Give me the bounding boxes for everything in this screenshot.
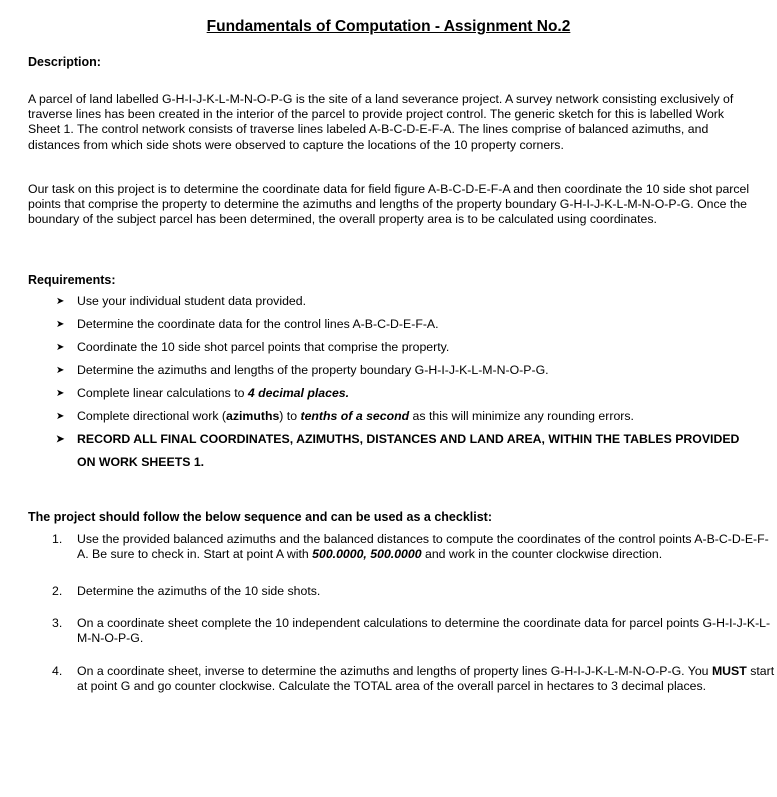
step-number: 1. [52,532,63,546]
step-number: 3. [52,616,63,630]
list-item: 1. Use the provided balanced azimuths and the balanced distances to compute the coordinates of the control points A-B-C-D-E-F-A. Be sure to check in. Start at point A with 500.0000, 500.0000 and work in the counter clockwise direction. [52,532,769,562]
list-item: ➤ Complete directional work (azimuths) to tenths of a second as this will minimize any rounding errors. [56,405,756,428]
list-item: ➤ RECORD ALL FINAL COORDINATES, AZIMUTHS, DISTANCES AND LAND AREA, WITHIN THE TABLES PROVIDED ON WORK SHEETS 1. [56,428,756,474]
requirements-list [56,290,756,474]
arrow-bullet-icon: ➤ [56,434,65,445]
description-heading: Description: [28,55,101,69]
list-item: ➤ Determine the azimuths and lengths of the property boundary G-H-I-J-K-L-M-N-O-P-G. [56,359,756,382]
list-item: 3. On a coordinate sheet complete the 10 independent calculations to determine the coordinate data for parcel points G-H-I-J-K-L-M-N-O-P-G. [52,616,771,646]
list-item: 4. On a coordinate sheet, inverse to determine the azimuths and lengths of property lines G-H-I-J-K-L-M-N-O-P-G. You MUST start at point G and go counter clockwise. Calculate the TOTAL area of the overall parcel in hectares to 3 decimal places. [52,664,775,694]
arrow-bullet-icon: ➤ [56,342,65,353]
list-item: ➤ Complete linear calculations to 4 decimal places. [56,382,756,405]
list-item: 2. Determine the azimuths of the 10 side shots. [52,584,321,598]
arrow-bullet-icon: ➤ [56,365,65,376]
arrow-bullet-icon: ➤ [56,388,65,399]
page-title: Fundamentals of Computation - Assignment No.2 [206,18,571,35]
arrow-bullet-icon: ➤ [56,296,65,307]
list-item: ➤ Coordinate the 10 side shot parcel points that comprise the property. [56,336,756,359]
list-item: ➤ Determine the coordinate data for the control lines A-B-C-D-E-F-A. [56,313,756,336]
list-item: ➤ Use your individual student data provided. [56,290,756,313]
arrow-bullet-icon: ➤ [56,319,65,330]
requirements-heading: Requirements: [28,273,116,287]
arrow-bullet-icon: ➤ [56,411,65,422]
description-paragraph-1: A parcel of land labelled G-H-I-J-K-L-M-N-O-P-G is the site of a land severance project. A survey network consisting exclusively of traverse lines has been created in the interior of the parcel to provide project control. The generic sketch for this is labelled Work Sheet 1. The control network consists of traverse lines labeled A-B-C-D-E-F-A. The lines comprise of balanced azimuths, and distances from which side shots were observed to capture the locations of the 10 property corners. [28,92,734,152]
sequence-heading: The project should follow the below sequence and can be used as a checklist: [28,510,492,524]
description-paragraph-2: Our task on this project is to determine the coordinate data for field figure A-B-C-D-E-F-A and then coordinate the 10 side shot parcel points that comprise the property to determine the azimuths and lengths of the property boundary G-H-I-J-K-L-M-N-O-P-G. Once the boundary of the subject parcel has been determined, the overall property area is to be calculated using coordinates. [28,182,750,227]
step-number: 4. [52,664,63,678]
step-number: 2. [52,584,63,598]
